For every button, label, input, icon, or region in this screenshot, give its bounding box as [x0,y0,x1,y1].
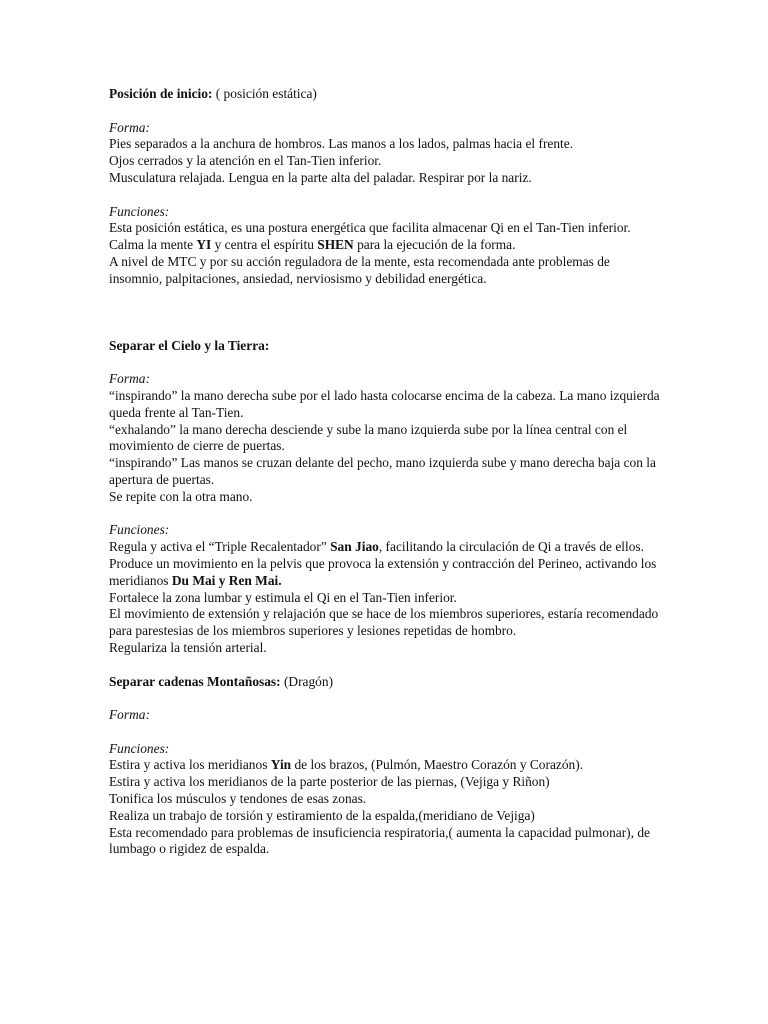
text-run: Estira y activa los meridianos de la parte posterior de las piernas, (Vejiga y Riñon) [109,774,550,790]
bold-term: Du Mai y Ren Mai. [171,572,282,588]
paragraph [109,388,661,422]
bold-term: SHEN [317,237,354,253]
text-run: Pies separados a la anchura de hombros. Las manos a los lados, palmas hacia el frente. [109,136,574,152]
forma-label: Forma: [109,371,150,387]
paragraph [109,136,661,153]
bold-term: Yin [270,757,292,773]
section-posicion-inicio [109,86,661,288]
paragraph [109,590,661,607]
paragraph [109,254,661,288]
text-run: El movimiento de extensión y relajación que se hace de los miembros superiores, estaría recomendado para parestesias de los miembros superiores y lesiones repetidas de hombro. [109,606,659,639]
section-title: Posición de inicio: [109,86,213,101]
section-separar-cadenas-montanosas [109,674,661,859]
section-title: Separar el Cielo y la Tierra: [109,337,270,353]
text-run: “exhalando” la mano derecha desciende y sube la mano izquierda sube por la línea central con el movimiento de cierre de puertas. [109,421,628,454]
text-run: Esta posición estática, es una postura energética que facilita almacenar Qi en el Tan-Tien inferior. Calma la mente [109,220,631,253]
text-run: Esta recomendado para problemas de insuficiencia respiratoria,( aumenta la capacidad pulmonar), de lumbago o rigidez de espalda. [109,824,650,857]
section-title: Separar cadenas Montañosas: [109,673,281,689]
section-heading [109,86,661,103]
text-run: y centra el espíritu [211,237,318,253]
forma-label: Forma: [109,119,150,135]
bold-term: San Jiao [330,539,379,555]
text-run: Ojos cerrados y la atención en el Tan-Tien inferior. [109,153,382,169]
text-run: Se repite con la otra mano. [109,488,253,504]
funciones-label: Funciones: [109,522,170,538]
section-subtitle: (Dragón) [280,673,334,689]
paragraph [109,153,661,170]
text-run: Regula y activa el “Triple Recalentador” [109,539,331,555]
paragraph [109,539,661,556]
text-run: “inspirando” la mano derecha sube por el lado hasta colocarse encima de la cabeza. La mano izquierda queda frente al Tan-Tien. [109,387,660,420]
text-run: para la ejecución de la forma. [353,237,516,253]
paragraph [109,422,661,456]
paragraph [109,757,661,774]
paragraph [109,825,661,859]
paragraph [109,606,661,640]
paragraph [109,489,661,506]
paragraph [109,455,661,489]
funciones-label: Funciones: [109,203,170,219]
paragraph [109,556,661,590]
text-run: Regulariza la tensión arterial. [109,639,267,655]
text-run: Tonifica los músculos y tendones de esas zonas. [109,791,367,807]
text-run: , facilitando la circulación de Qi a través de ellos. [378,539,644,555]
paragraph [109,640,661,657]
paragraph [109,170,661,187]
forma-label: Forma: [109,707,150,723]
text-run: Produce un movimiento en la pelvis que provoca la extensión y contracción del Perineo, activando los meridianos [109,555,657,588]
paragraph [109,220,661,254]
text-run: Realiza un trabajo de torsión y estiramiento de la espalda,(meridiano de Vejiga) [109,807,535,823]
text-run: “inspirando” Las manos se cruzan delante del pecho, mano izquierda sube y mano derecha baja con la apertura de puertas. [109,455,656,487]
section-heading [109,674,661,691]
paragraph [109,774,661,791]
text-run: Fortalece la zona lumbar y estimula el Qi en el Tan-Tien inferior. [109,589,457,605]
paragraph [109,808,661,825]
section-subtitle: ( posición estática) [212,86,317,101]
bold-term: YI [196,237,212,253]
text-run: Estira y activa los meridianos [109,757,271,773]
document-page [109,86,661,858]
section-heading [109,338,661,355]
funciones-label: Funciones: [109,740,170,756]
paragraph [109,791,661,808]
text-run: de los brazos, (Pulmón, Maestro Corazón y Corazón). [291,757,584,773]
section-separar-cielo-tierra [109,338,661,657]
text-run: Musculatura relajada. Lengua en la parte alta del paladar. Respirar por la nariz. [109,169,532,185]
text-run: A nivel de MTC y por su acción reguladora de la mente, esta recomendada ante problemas de insomnio, palpitaciones, ansiedad, nerviosismo y debilidad energética. [109,253,610,286]
